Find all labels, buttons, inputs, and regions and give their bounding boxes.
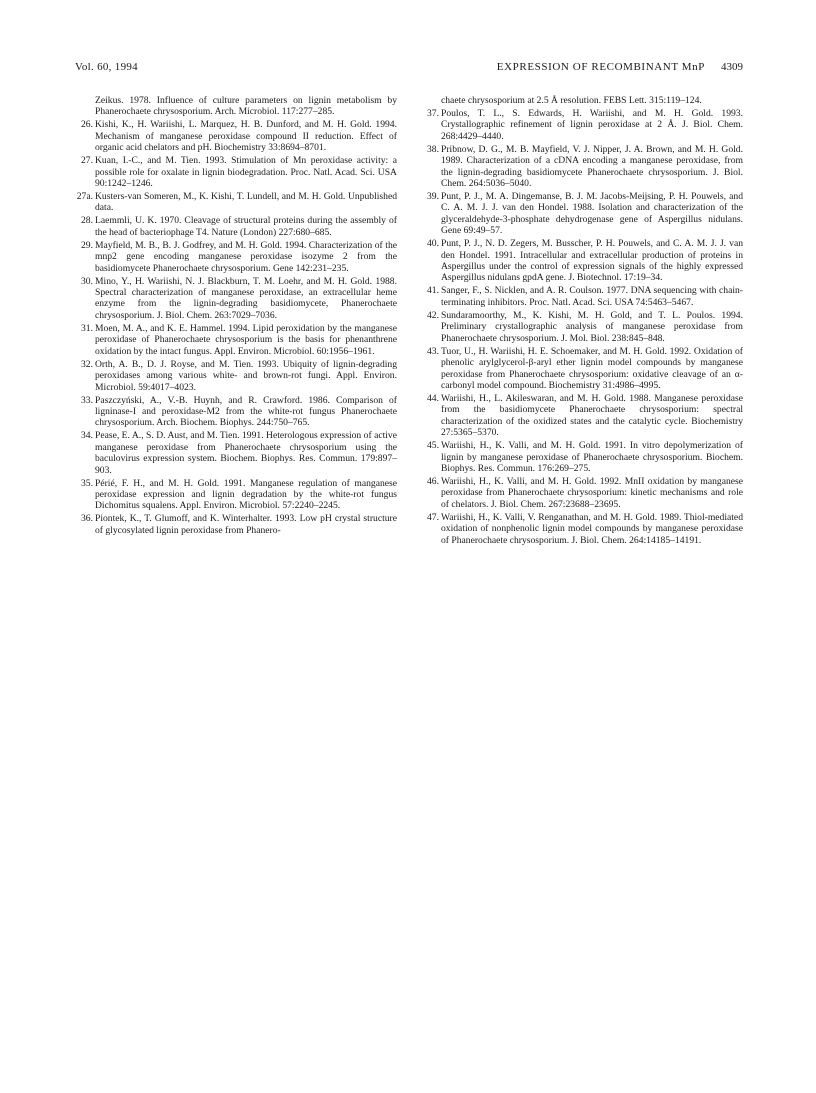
- reference-entry: [421, 310, 743, 344]
- reference-number: 38.: [427, 143, 439, 155]
- reference-text: Paszczyński, A., V.-B. Huynh, and R. Crawford. 1986. Comparison of ligninase-I and peroxidase-M2 from the white-rot fungus Phanerochaete chrysosporium. Arch. Biochem. Biophys. 244:750–765.: [95, 394, 397, 429]
- reference-text: chaete chrysosporium at 2.5 Å resolution. FEBS Lett. 315:119–124.: [441, 95, 702, 106]
- article-short-title: EXPRESSION OF RECOMBINANT MnP: [496, 61, 705, 73]
- reference-text: Wariishi, H., L. Akileswaran, and M. H. Gold. 1988. Manganese peroxidase from the basidiomycete Phanerochaete chrysosporium: spectral characterization of the oxidized states and the catalytic cycle. Biochemistry 27:5365–5370.: [441, 392, 743, 439]
- reference-entry: [75, 119, 397, 153]
- reference-number: 41.: [427, 285, 439, 297]
- reference-number: 27.: [81, 155, 93, 167]
- reference-text: Piontek, K., T. Glumoff, and K. Winterhalter. 1993. Low pH crystal structure of glycosylated lignin peroxidase from Phanero-: [95, 513, 397, 536]
- reference-number: 40.: [427, 238, 439, 250]
- reference-text: Kusters-van Someren, M., K. Kishi, T. Lundell, and M. H. Gold. Unpublished data.: [95, 191, 397, 214]
- journal-volume: Vol. 60, 1994: [75, 61, 138, 73]
- reference-entry: [75, 323, 397, 357]
- reference-text: Punt, P. J., M. A. Dingemanse, B. J. M. Jacobs-Meijsing, P. H. Pouwels, and C. A. M. J. J. van den Hondel. 1988. Isolation and characterization of the glyceraldehyde-3-phosphate dehydrogenase gene of Aspergillus nidulans. Gene 69:49–57.: [441, 191, 743, 237]
- reference-text: Wariishi, H., K. Valli, V. Renganathan, and M. H. Gold. 1989. Thiol-mediated oxidation of nonphenolic lignin model compounds by manganese peroxidase of Phanerochaete chrysosporium. J. Biol. Chem. 264:14185–14191.: [441, 511, 743, 546]
- reference-number: 32.: [81, 358, 93, 370]
- reference-number: 47.: [427, 511, 439, 523]
- reference-number: 44.: [427, 392, 439, 404]
- reference-number: 33.: [81, 394, 93, 406]
- reference-text: Punt, P. J., N. D. Zegers, M. Busscher, P. H. Pouwels, and C. A. M. J. J. van den Hondel. 1991. Intracellular and extracellular production of proteins in Aspergillus under the control of expression signals of the highly expressed Aspergillus nidulans gpdA gene. J. Biotechnol. 17:19–34.: [441, 238, 743, 284]
- reference-text: Pribnow, D. G., M. B. Mayfield, V. J. Nipper, J. A. Brown, and M. H. Gold. 1989. Characterization of a cDNA encoding a manganese peroxidase, from the lignin-degrading basidiomycete Phanerochaete chrysosporium. J. Biol. Chem. 264:5036–5040.: [441, 143, 743, 190]
- reference-number: 39.: [427, 191, 439, 203]
- reference-text: Wariishi, H., K. Valli, and M. H. Gold. 1991. In vitro depolymerization of lignin by manganese peroxidase of Phanerochaete chrysosporium. Biochem. Biophys. Res. Commun. 176:269–275.: [441, 440, 743, 474]
- reference-text: Moen, M. A., and K. E. Hammel. 1994. Lipid peroxidation by the manganese peroxidase of Phanerochaete chrysosporium is the basis for phenanthrene oxidation by the intact fungus. Appl. Environ. Microbiol. 60:1956–1961.: [95, 322, 397, 357]
- reference-entry: [421, 476, 743, 510]
- reference-entry: [75, 191, 397, 214]
- reference-entry: [421, 108, 743, 142]
- reference-entry: [421, 512, 743, 546]
- reference-entry: [421, 285, 743, 308]
- reference-entry: [75, 276, 397, 322]
- reference-text: Mayfield, M. B., B. J. Godfrey, and M. H. Gold. 1994. Characterization of the mnp2 gene encoding manganese peroxidase isozyme 2 from the basidiomycete Phanerochaete chrysosporium. Gene 142:231–235.: [95, 239, 397, 274]
- reference-text: Sanger, F., S. Nicklen, and A. R. Coulson. 1977. DNA sequencing with chain-terminating inhibitors. Proc. Natl. Acad. Sci. USA 74:5463–5467.: [441, 285, 743, 308]
- reference-entry: [75, 95, 397, 118]
- reference-text: Zeikus. 1978. Influence of culture parameters on lignin metabolism by Phanerochaete chrysosporium. Arch. Microbiol. 117:277–285.: [95, 95, 397, 118]
- reference-text: Kuan, I.-C., and M. Tien. 1993. Stimulation of Mn peroxidase activity: a possible role for oxalate in lignin biodegradation. Proc. Natl. Acad. Sci. USA 90:1242–1246.: [95, 155, 397, 190]
- reference-entry: [75, 395, 397, 429]
- reference-entry: [421, 346, 743, 392]
- page-number: 4309: [721, 61, 743, 73]
- reference-entry: [75, 155, 397, 189]
- reference-number: 43.: [427, 345, 439, 357]
- reference-entry: [75, 430, 397, 476]
- running-header: [75, 61, 743, 77]
- reference-number: 36.: [81, 513, 93, 525]
- reference-entry: [75, 240, 397, 274]
- reference-entry: [421, 144, 743, 190]
- reference-number: 46.: [427, 475, 439, 487]
- reference-entry: [75, 513, 397, 536]
- reference-text: Wariishi, H., K. Valli, and M. H. Gold. 1992. MnII oxidation by manganese peroxidase from Phanerochaete chrysosporium: kinetic mechanisms and role of chelators. J. Biol. Chem. 267:23688–23695.: [441, 475, 743, 510]
- reference-entry: [75, 478, 397, 512]
- reference-entry: [421, 440, 743, 474]
- reference-text: Mino, Y., H. Wariishi, N. J. Blackburn, T. M. Loehr, and M. H. Gold. 1988. Spectral characterization of manganese peroxidase, an extracellular heme enzyme from the lignin-degrading basidiomycete, Phanerochaete chrysosporium. J. Biol. Chem. 263:7029–7036.: [95, 275, 397, 321]
- reference-number: 42.: [427, 309, 439, 321]
- reference-column-right: [421, 95, 743, 548]
- header-right: [497, 61, 743, 73]
- reference-number: 34.: [81, 430, 93, 442]
- reference-entry: [75, 359, 397, 393]
- reference-text: Laemmli, U. K. 1970. Cleavage of structural proteins during the assembly of the head of bacteriophage T4. Nature (London) 227:680–685.: [95, 215, 397, 238]
- reference-number: 35.: [81, 477, 93, 489]
- reference-number: 28.: [81, 215, 93, 227]
- reference-column-left: [75, 95, 397, 538]
- reference-entry: [75, 215, 397, 238]
- reference-text: Orth, A. B., D. J. Royse, and M. Tien. 1993. Ubiquity of lignin-degrading peroxidases among various white- and brown-rot fungi. Appl. Environ. Microbiol. 59:4017–4023.: [95, 358, 397, 393]
- reference-text: Kishi, K., H. Wariishi, L. Marquez, H. B. Dunford, and M. H. Gold. 1994. Mechanism of manganese peroxidase compound II reduction. Effect of organic acid chelators and pH. Biochemistry 33:8694–8701.: [95, 119, 397, 154]
- reference-number: 45.: [427, 440, 439, 452]
- reference-text: Poulos, T. L., S. Edwards, H. Wariishi, and M. H. Gold. 1993. Crystallographic refinement of lignin peroxidase at 2 Å. J. Biol. Chem. 268:4429–4440.: [441, 108, 743, 142]
- reference-number: 26.: [81, 119, 93, 131]
- reference-text: Sundaramoorthy, M., K. Kishi, M. H. Gold, and T. L. Poulos. 1994. Preliminary crystallographic analysis of manganese peroxidase from Phanerochaete chrysosporium. J. Mol. Biol. 238:845–848.: [441, 309, 743, 344]
- reference-number: 29.: [81, 239, 93, 251]
- reference-entry: [421, 238, 743, 284]
- reference-entry: [421, 191, 743, 237]
- reference-entry: [421, 95, 743, 106]
- reference-entry: [421, 393, 743, 439]
- reference-number: 31.: [81, 322, 93, 334]
- reference-text: Pease, E. A., S. D. Aust, and M. Tien. 1991. Heterologous expression of active manganese peroxidase from Phanerochaete chrysosporium using the baculovirus expression system. Biochem. Biophys. Res. Commun. 179:897–903.: [95, 430, 397, 476]
- reference-text: Périé, F. H., and M. H. Gold. 1991. Manganese regulation of manganese peroxidase expression and lignin degradation by the white-rot fungus Dichomitus squalens. Appl. Environ. Microbiol. 57:2240–2245.: [95, 477, 397, 512]
- reference-number: 37.: [427, 108, 439, 119]
- reference-number: 30.: [81, 275, 93, 287]
- reference-number: 27a.: [76, 191, 93, 203]
- reference-text: Tuor, U., H. Wariishi, H. E. Schoemaker, and M. H. Gold. 1992. Oxidation of phenolic arylglycerol-β-aryl ether lignin model compounds by manganese peroxidase from Phanerochaete chrysosporium: oxidative cleavage of an α-carbonyl model compound. Biochemistry 31:4986–4995.: [441, 345, 743, 391]
